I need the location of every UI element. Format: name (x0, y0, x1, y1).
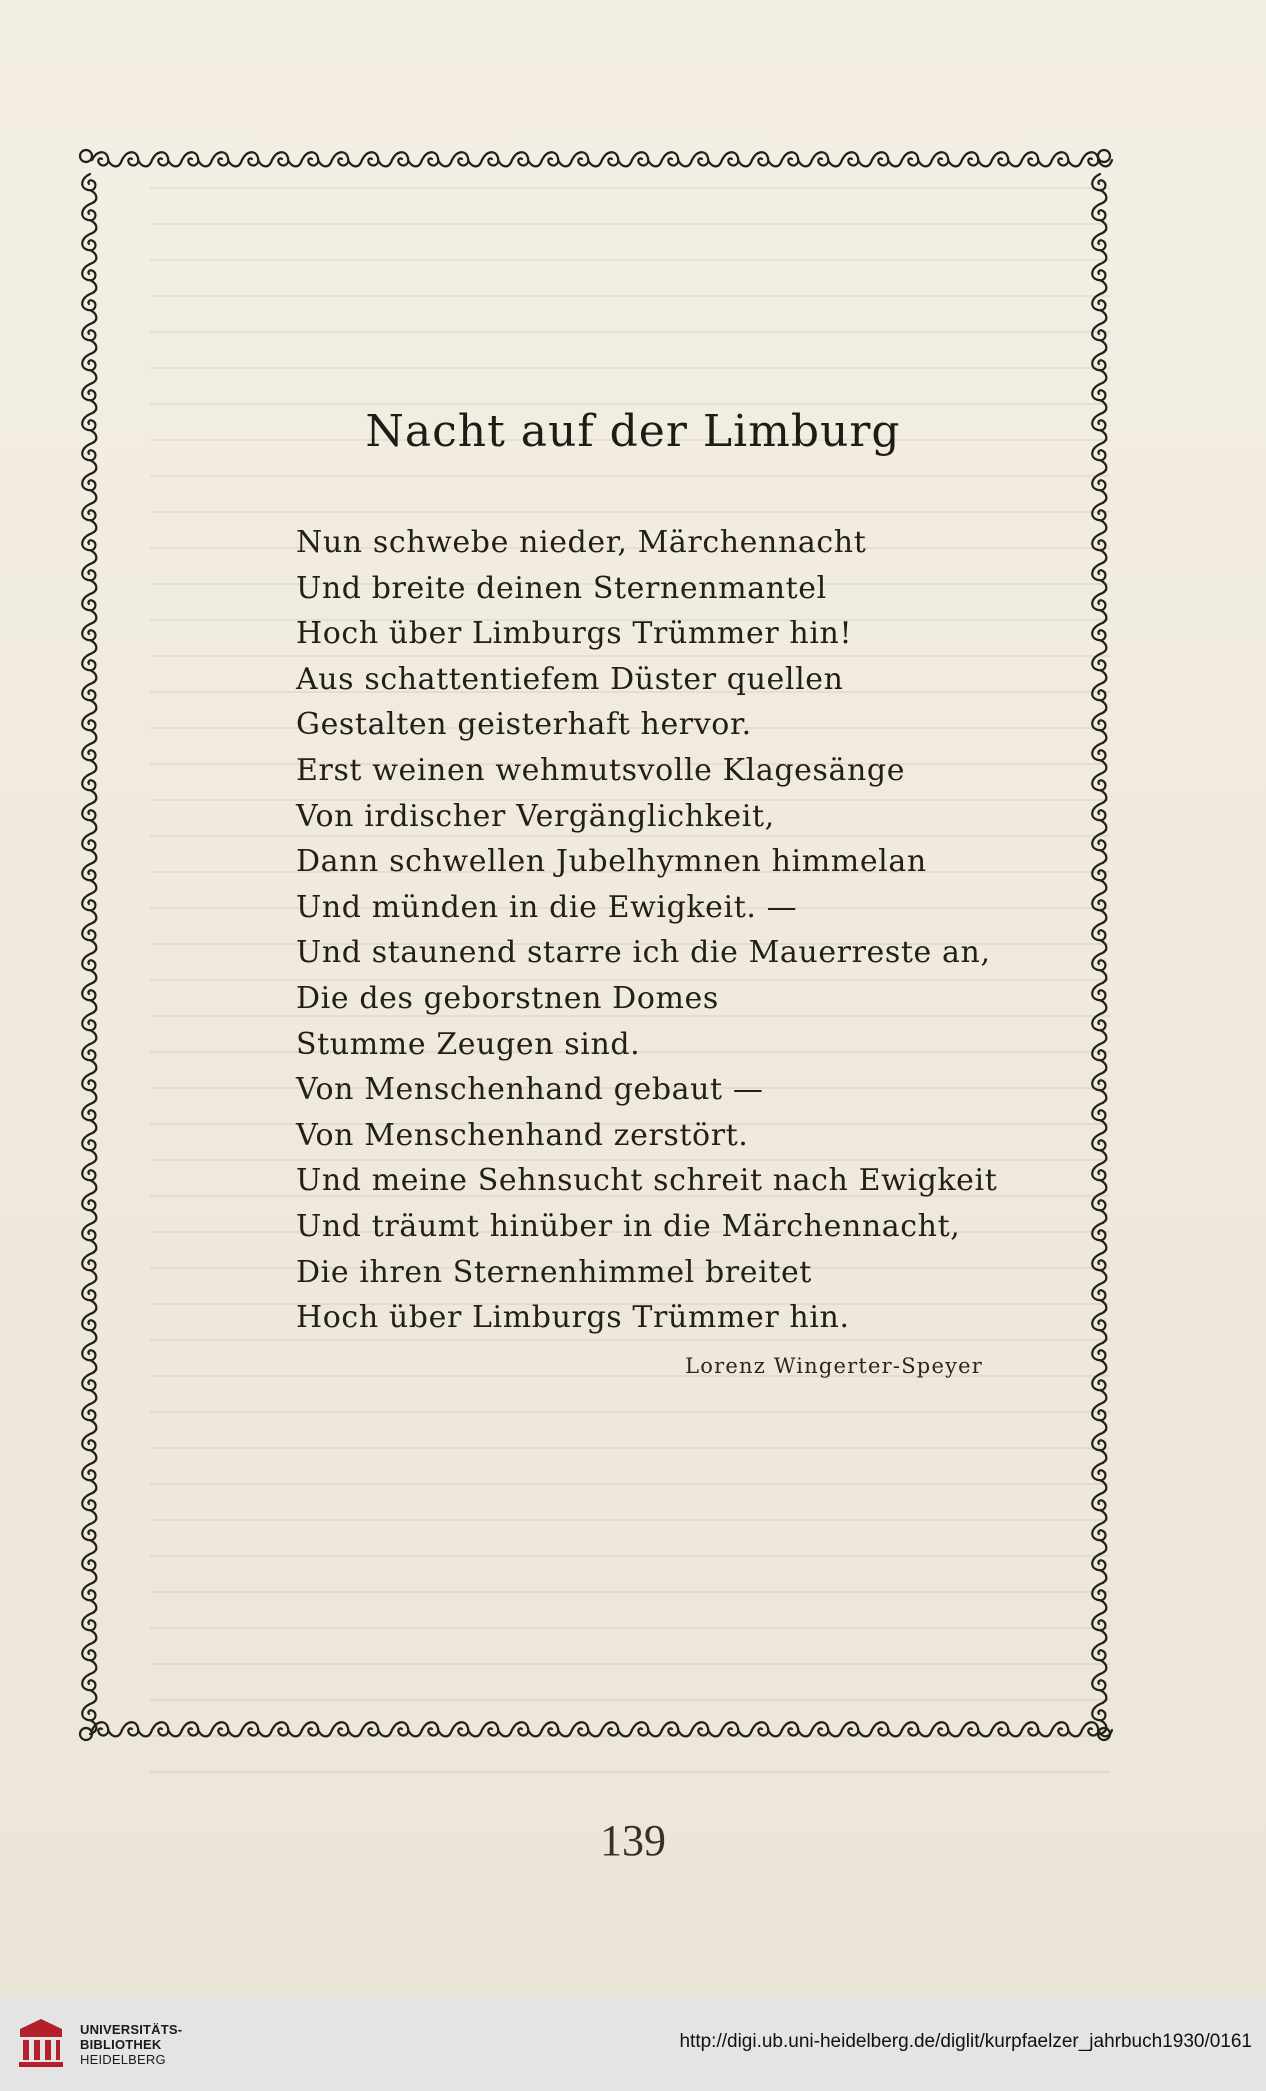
poem-line: Von Menschenhand gebaut — (296, 1072, 764, 1108)
poem-line: Und meine Sehnsucht schreit nach Ewigkeit (296, 1163, 998, 1199)
poem-line: Gestalten geisterhaft hervor. (296, 707, 752, 743)
poem-line: Die des geborstnen Domes (296, 980, 719, 1016)
poem-title: Nacht auf der Limburg (365, 406, 901, 457)
poem-line: Hoch über Limburgs Trümmer hin. (296, 1300, 850, 1336)
poem-line: Die ihren Sternenhimmel breitet (296, 1254, 812, 1290)
poem-line: Dann schwellen Jubelhymnen himmelan (296, 844, 927, 880)
poem-line: Nun schwebe nieder, Märchennacht (296, 525, 867, 560)
institution-line: HEIDELBERG (80, 2052, 166, 2067)
institution-line: BIBLIOTHEK (80, 2037, 162, 2052)
institution-name (80, 2022, 182, 2067)
poem-line: Hoch über Limburgs Trümmer hin! (296, 616, 853, 652)
university-library-logo-icon (10, 2013, 72, 2075)
poem-line: Und breite deinen Sternenmantel (296, 570, 827, 606)
footer-bar (0, 1998, 1266, 2091)
poem-line: Und münden in die Ewigkeit. — (296, 889, 798, 925)
poem-line: Und staunend starre ich die Mauerreste an, (296, 935, 991, 971)
institution-line: UNIVERSITÄTS- (80, 2022, 183, 2037)
poem-line: Und träumt hinüber in die Märchennacht, (296, 1208, 961, 1244)
source-url-link[interactable]: http://digi.ub.uni-heidelberg.de/diglit/kurpfaelzer_jahrbuch1930/0161 (679, 2031, 1252, 2052)
poem-line: Erst weinen wehmutsvolle Klagesänge (296, 752, 906, 788)
poem-verse (296, 520, 1056, 1341)
poem-author: Lorenz Wingerter-Speyer (685, 1354, 983, 1378)
poem-line: Von Menschenhand zerstört. (296, 1117, 749, 1153)
poem-line: Aus schattentiefem Düster quellen (296, 661, 844, 697)
poem-line: Von irdischer Vergänglichkeit, (296, 798, 775, 834)
poem-line: Stumme Zeugen sind. (296, 1026, 641, 1062)
page-number: 139 (600, 1816, 666, 1865)
